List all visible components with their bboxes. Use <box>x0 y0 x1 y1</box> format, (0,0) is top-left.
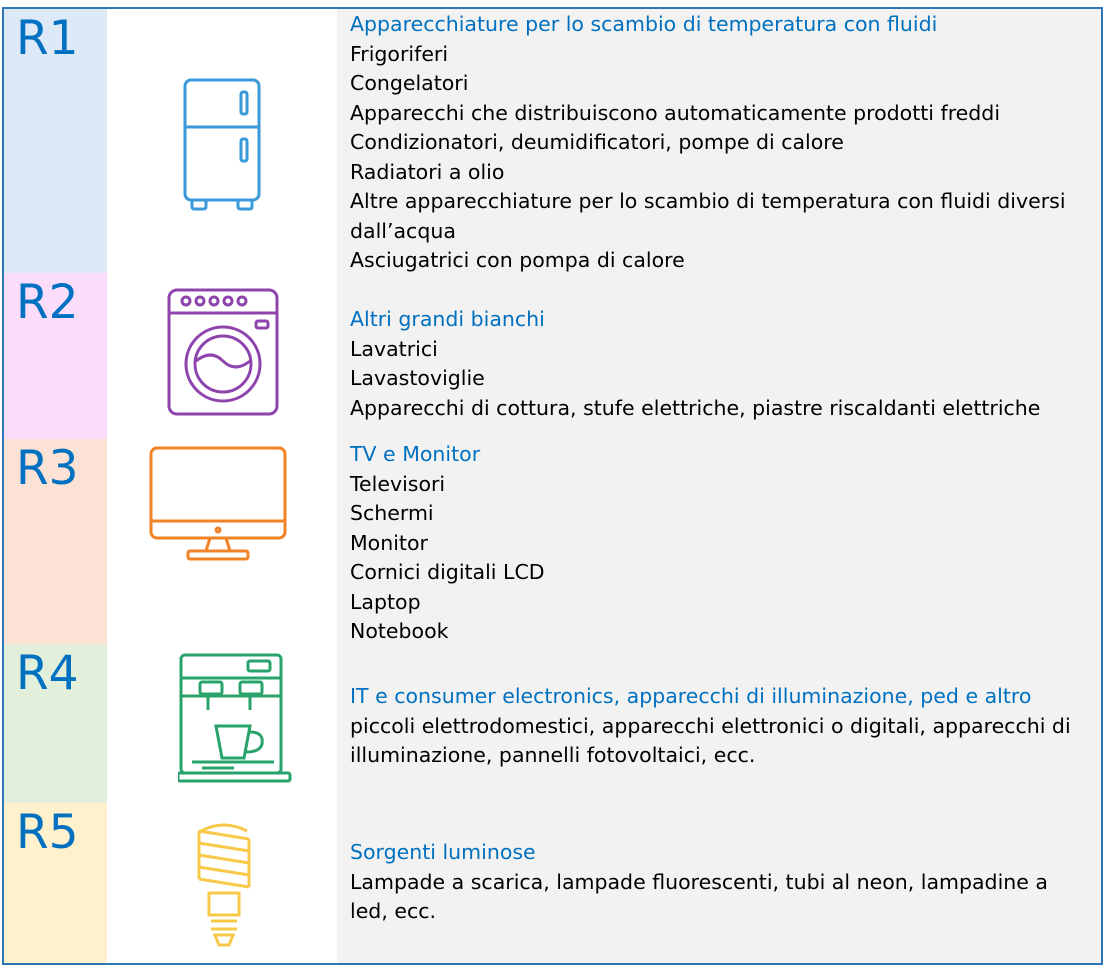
category-code: R2 <box>16 275 79 330</box>
icon-cell <box>107 273 337 439</box>
category-code: R3 <box>16 441 79 496</box>
category-item: Lavatrici <box>350 336 438 361</box>
category-code: R1 <box>16 11 79 66</box>
category-code-cell <box>4 9 107 273</box>
icon-cell <box>107 803 337 965</box>
category-description-cell <box>337 439 1101 644</box>
category-description-cell <box>337 273 1101 439</box>
category-code-cell <box>4 439 107 644</box>
category-description-cell <box>337 9 1101 273</box>
category-item: piccoli elettrodomestici, apparecchi elettronici o digitali, apparecchi di illuminazione, pannelli fotovoltaici, ecc. <box>350 713 1071 767</box>
icon-cell <box>107 9 337 273</box>
category-item: Laptop <box>350 589 421 614</box>
monitor-icon <box>148 445 290 563</box>
category-code-cell <box>4 644 107 803</box>
category-item: Cornici digitali LCD <box>350 560 545 584</box>
category-title: Sorgenti luminose <box>350 840 536 864</box>
category-item: Televisori <box>350 471 446 496</box>
icon-cell <box>107 644 337 803</box>
icon-cell <box>107 439 337 644</box>
category-title: TV e Monitor <box>350 442 481 466</box>
category-description <box>350 440 1091 647</box>
category-description <box>350 838 1091 927</box>
category-item: Frigoriferi <box>350 41 449 66</box>
category-item: Schermi <box>350 501 434 525</box>
coffee-machine-icon <box>178 652 294 784</box>
light-bulb-icon <box>191 819 257 949</box>
category-item: Condizionatori, deumidificatori, pompe di calore <box>350 130 844 154</box>
category-description <box>350 10 1091 276</box>
weee-category-table <box>2 7 1103 965</box>
category-row-r2 <box>4 273 1101 439</box>
category-title: Apparecchiature per lo scambio di temperatura con fluidi <box>350 12 938 36</box>
category-item: Apparecchi di cottura, stufe elettriche, piastre riscaldanti elettriche <box>350 395 1041 420</box>
category-item: Apparecchi che distribuiscono automaticamente prodotti freddi <box>350 100 1001 125</box>
category-title: IT e consumer electronics, apparecchi di illuminazione, ped e altro <box>350 684 1032 708</box>
refrigerator-icon <box>182 77 262 215</box>
category-code: R4 <box>16 646 79 701</box>
category-row-r4 <box>4 644 1101 803</box>
category-description <box>350 682 1091 771</box>
category-item: Monitor <box>350 530 428 555</box>
category-item: Asciugatrici con pompa di calore <box>350 248 685 272</box>
category-description-cell <box>337 803 1101 965</box>
category-item: Altre apparecchiature per lo scambio di temperatura con fluidi diversi dall’acqua <box>350 189 1066 243</box>
category-code-cell <box>4 803 107 965</box>
category-item: Radiatori a olio <box>350 159 505 184</box>
category-row-r1 <box>4 9 1101 273</box>
category-code: R5 <box>16 805 79 860</box>
category-row-r5 <box>4 803 1101 965</box>
category-title: Altri grandi bianchi <box>350 307 545 331</box>
category-item: Lavastoviglie <box>350 366 485 390</box>
category-item: Congelatori <box>350 71 469 95</box>
category-description <box>350 305 1091 423</box>
washing-machine-icon <box>166 287 280 417</box>
category-code-cell <box>4 273 107 439</box>
category-item: Lampade a scarica, lampade fluorescenti, tubi al neon, lampadine a led, ecc. <box>350 869 1048 923</box>
category-item: Notebook <box>350 619 449 643</box>
category-description-cell <box>337 644 1101 803</box>
category-row-r3 <box>4 439 1101 644</box>
